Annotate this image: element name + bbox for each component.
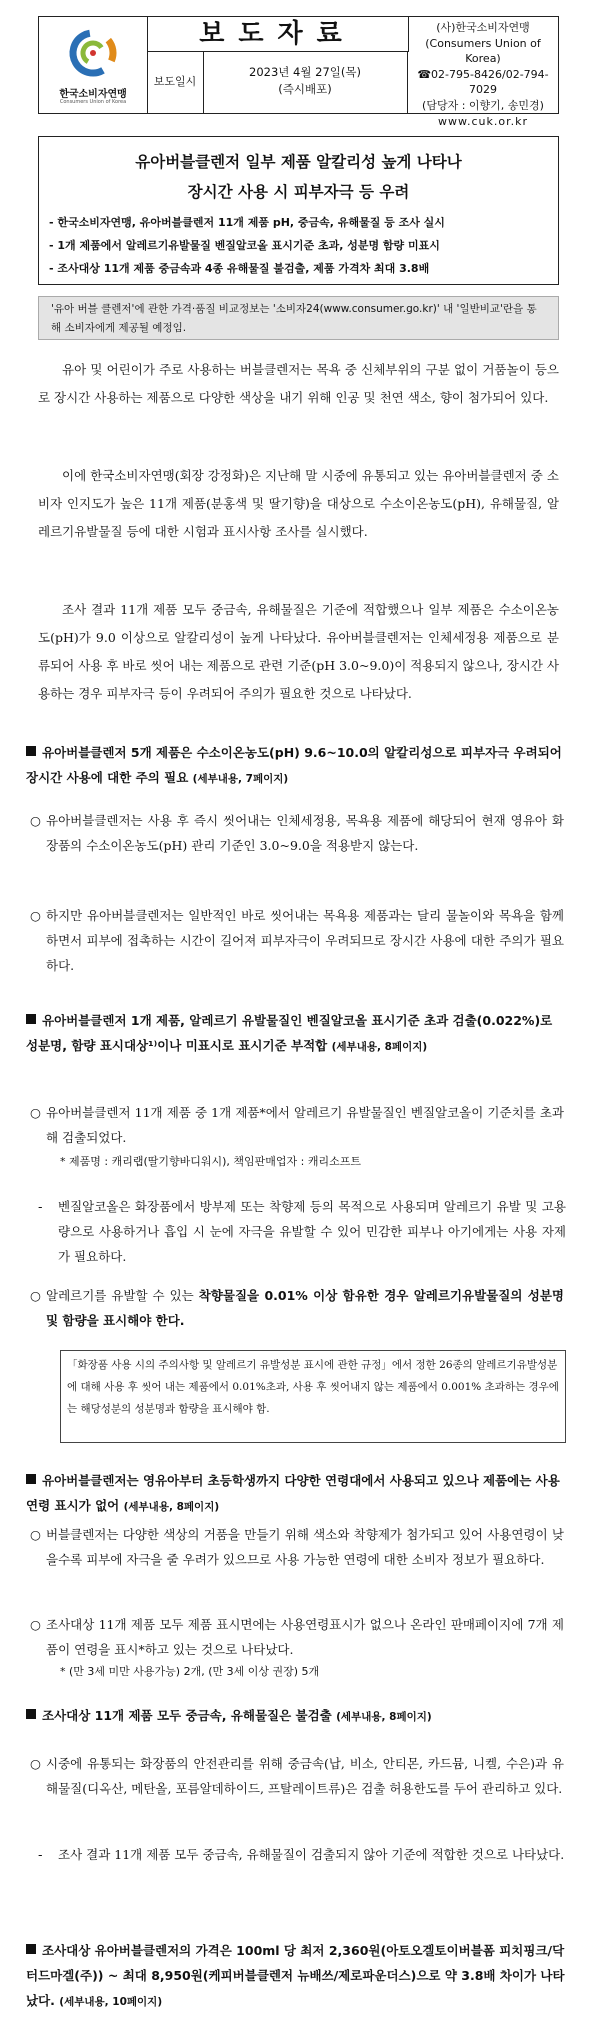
section-item: [30, 808, 564, 858]
section-item-text: 유아버블클렌저 11개 제품 중 1개 제품*에서 알레르기 유발물질인 벤질알코올이 기준치를 초과해 검출되었다.: [46, 1105, 564, 1145]
section-item-text: 알레르기를 유발할 수 있는: [46, 1288, 199, 1303]
org-logo-icon: [39, 17, 147, 87]
section-item: [30, 1751, 564, 1801]
regulation-quote-box: 「화장품 사용 시의 주의사항 및 알레르기 유발성분 표시에 관한 규정」에서 정한 26종의 알레르기유발성분에 대해 사용 후 씻어 내는 제품에서 0.01%초과, 사용 후 씻어내지 않는 제품에서 0.001% 초과하는 경우에는 해당성분의 성분명과 함량을 표시해야 함.: [60, 1350, 566, 1443]
section-subitem: [38, 1194, 566, 1269]
section-ref: (세부내용, 8페이지): [336, 1711, 432, 1723]
org-name: (사)한국소비자연맹: [436, 21, 530, 34]
section-ref: (세부내용, 8페이지): [123, 1501, 220, 1513]
circle-bullet-icon: ○: [30, 1527, 41, 1542]
section-heading-text: 유아버블클렌저는 영유아부터 초등학생까지 다양한 연령대에서 사용되고 있으나 제품에는 사용연령 표시가 없어: [26, 1473, 560, 1513]
document-type-title: 보도자료: [147, 17, 409, 52]
org-contacts: (담당자 : 이향기, 송민경): [422, 98, 544, 112]
section-item: [30, 903, 564, 978]
headline-line-2: 장시간 사용 시 피부자극 등 우려: [187, 183, 410, 201]
section-item: [30, 1283, 564, 1333]
org-website[interactable]: www.cuk.or.kr: [438, 114, 528, 128]
org-logo-sub: Consumers Union of Korea: [59, 99, 127, 105]
section-ref: (세부내용, 8페이지): [331, 1041, 428, 1053]
circle-bullet-icon: ○: [30, 1288, 41, 1303]
headline-bullet: - 조사대상 11개 제품 중금속과 4종 유해물질 불검출, 제품 가격차 최대 3.8배: [49, 262, 430, 275]
section-heading-text: 조사대상 유아버블클렌저의 가격은 100ml 당 최저 2,360원(아토오겔토이버블폼 피치핑크/닥터드마겔(주)) ~ 최대 8,950원(케피버블클렌저 뉴배쓰/제로파운더스)으로 약 3.8배 차이가 나타났다.: [26, 1943, 565, 2008]
circle-bullet-icon: ○: [30, 1617, 41, 1632]
section-item: [30, 1522, 564, 1572]
section-heading-text: 조사대상 11개 제품 모두 중금속, 유해물질은 불검출: [42, 1708, 332, 1723]
square-bullet-icon: [26, 746, 36, 756]
square-bullet-icon: [26, 1474, 36, 1484]
release-date-note: (즉시배포): [278, 82, 332, 96]
section-item-emphasis: 착향물질을 0.01% 이상 함유한 경우 알레르기유발물질의 성분명 및 함량을 표시해야 한다.: [46, 1288, 564, 1328]
age-note: * (만 3세 미만 사용가능) 2개, (만 3세 이상 권장) 5개: [60, 1665, 320, 1678]
square-bullet-icon: [26, 1014, 36, 1024]
section-ref: (세부내용, 7페이지): [192, 773, 289, 785]
section-subitem-text: 벤질알코올은 화장품에서 방부제 또는 착향제 등의 목적으로 사용되며 알레르기 유발 및 고용량으로 사용하거나 흡입 시 눈에 자극을 유발할 수 있어 민감한 피부나 아기에게는 사용 자제가 필요하다.: [58, 1199, 566, 1264]
header-table: [38, 16, 559, 128]
dash-bullet-icon: -: [38, 1847, 43, 1862]
headline-line-1: 유아버블클렌저 일부 제품 알칼리성 높게 나타나: [135, 153, 462, 171]
release-date-label: 보도일시: [147, 51, 204, 113]
section-item-text: 버블클렌저는 다양한 색상의 거품을 만들기 위해 색소와 착향제가 첨가되고 있어 사용연령이 낮을수록 피부에 자극을 줄 우려가 있으므로 사용 가능한 연령에 대한 소비자 정보가 필요하다.: [46, 1527, 564, 1567]
product-note: * 제품명 : 캐리랩(딸기향바디워시), 책임판매업자 : 캐리소프트: [60, 1155, 361, 1168]
section-subitem: [38, 1842, 566, 1867]
section-heading-price: [26, 1938, 566, 2015]
org-contact-block: [408, 17, 558, 128]
org-phone: ☎02-795-8426/02-794-7029: [417, 67, 549, 97]
org-logo-label: 한국소비자연맹: [59, 89, 127, 100]
section-ref: (세부내용, 10페이지): [59, 1996, 163, 2008]
section-heading-age: [26, 1468, 566, 1520]
org-name-en: (Consumers Union of Korea): [425, 36, 541, 66]
headline-box: [38, 136, 559, 285]
section-item: [30, 1612, 564, 1662]
section-item-text: 하지만 유아버블클렌저는 일반적인 바로 씻어내는 목욕용 제품과는 달리 물놀이와 목욕을 함께하면서 피부에 접촉하는 시간이 길어져 피부자극이 우려되므로 장시간 사용에 대한 주의가 필요하다.: [46, 908, 564, 973]
circle-bullet-icon: ○: [30, 813, 41, 828]
intro-paragraph: 유아 및 어린이가 주로 사용하는 버블클렌저는 목욕 중 신체부위의 구분 없이 거품놀이 등으로 장시간 사용하는 제품으로 다양한 색상을 내기 위해 인공 및 천연 색소, 향이 첨가되어 있다.: [38, 362, 559, 405]
circle-bullet-icon: ○: [30, 1105, 41, 1120]
section-item-text: 시중에 유통되는 화장품의 안전관리를 위해 중금속(납, 비소, 안티몬, 카드뮴, 니켈, 수은)과 유해물질(디옥산, 메탄올, 포름알데하이드, 프탈레이트류)은 검출 허용한도를 두어 관리하고 있다.: [46, 1756, 564, 1796]
release-date: [203, 51, 408, 113]
section-item-text: 조사대상 11개 제품 모두 제품 표시면에는 사용연령표시가 없으나 온라인 판매페이지에 7개 제품이 연령을 표시*하고 있는 것으로 나타났다.: [46, 1617, 564, 1657]
intro-paragraph: 이에 한국소비자연맹(회장 강정화)은 지난해 말 시중에 유통되고 있는 유아버블클렌저 중 소비자 인지도가 높은 11개 제품(분홍색 및 딸기향)을 대상으로 수소이온농도(pH), 유해물질, 알레르기유발물질 등에 대한 시험과 표시사항 조사를 실시했다.: [38, 468, 559, 539]
section-heading-ph: [26, 740, 566, 792]
release-date-value: 2023년 4월 27일(목): [249, 65, 361, 79]
circle-bullet-icon: ○: [30, 1756, 41, 1771]
section-heading-text: 유아버블클렌저 1개 제품, 알레르기 유발물질인 벤질알코올 표시기준 초과 검출(0.022%)로 성분명, 함량 표시대상¹⁾이나 미표시로 표시기준 부적합: [26, 1013, 553, 1053]
section-heading-text: 유아버블클렌저 5개 제품은 수소이온농도(pH) 9.6~10.0의 알칼리성으로 피부자극 우려되어 장시간 사용에 대한 주의 필요: [26, 745, 562, 785]
section-heading-heavy-metals: [26, 1703, 566, 1730]
headline-bullet: - 한국소비자연맹, 유아버블클렌저 11개 제품 pH, 중금속, 유해물질 등 조사 실시: [49, 216, 445, 229]
dash-bullet-icon: -: [38, 1199, 43, 1214]
headline-title: [39, 147, 558, 207]
headline-bullets: [49, 211, 554, 280]
section-heading-allergen: [26, 1008, 566, 1060]
section-item: [30, 1100, 564, 1150]
headline-bullet: - 1개 제품에서 알레르기유발물질 벤질알코올 표시기준 초과, 성분명 함량 미표시: [49, 239, 440, 252]
square-bullet-icon: [26, 1709, 36, 1719]
circle-bullet-icon: ○: [30, 908, 41, 923]
section-subitem-text: 조사 결과 11개 제품 모두 중금속, 유해물질이 검출되지 않아 기준에 적합한 것으로 나타났다.: [58, 1847, 565, 1862]
section-item-text: 유아버블클렌저는 사용 후 즉시 씻어내는 인체세정용, 목욕용 제품에 해당되어 현재 영유아 화장품의 수소이온농도(pH) 관리 기준인 3.0~9.0을 적용받지 않는다.: [46, 813, 564, 853]
square-bullet-icon: [26, 1944, 36, 1954]
comparison-info-notice: '유아 버블 클렌저'에 관한 가격·품질 비교정보는 '소비자24(www.consumer.go.kr)' 내 '일반비교'란을 통해 소비자에게 제공될 예정임.: [38, 296, 559, 340]
intro-paragraph: 조사 결과 11개 제품 모두 중금속, 유해물질은 기준에 적합했으나 일부 제품은 수소이온농도(pH)가 9.0 이상으로 알칼리성이 높게 나타났다. 유아버블클렌저는 인체세정용 제품으로 분류되어 사용 후 바로 씻어 내는 제품으로 관련 기준(pH 3.0~9.0)이 적용되지 않으나, 장시간 사용하는 경우 피부자극 등이 우려되어 주의가 필요한 것으로 나타났다.: [38, 602, 559, 701]
org-logo-cell: [39, 17, 148, 113]
